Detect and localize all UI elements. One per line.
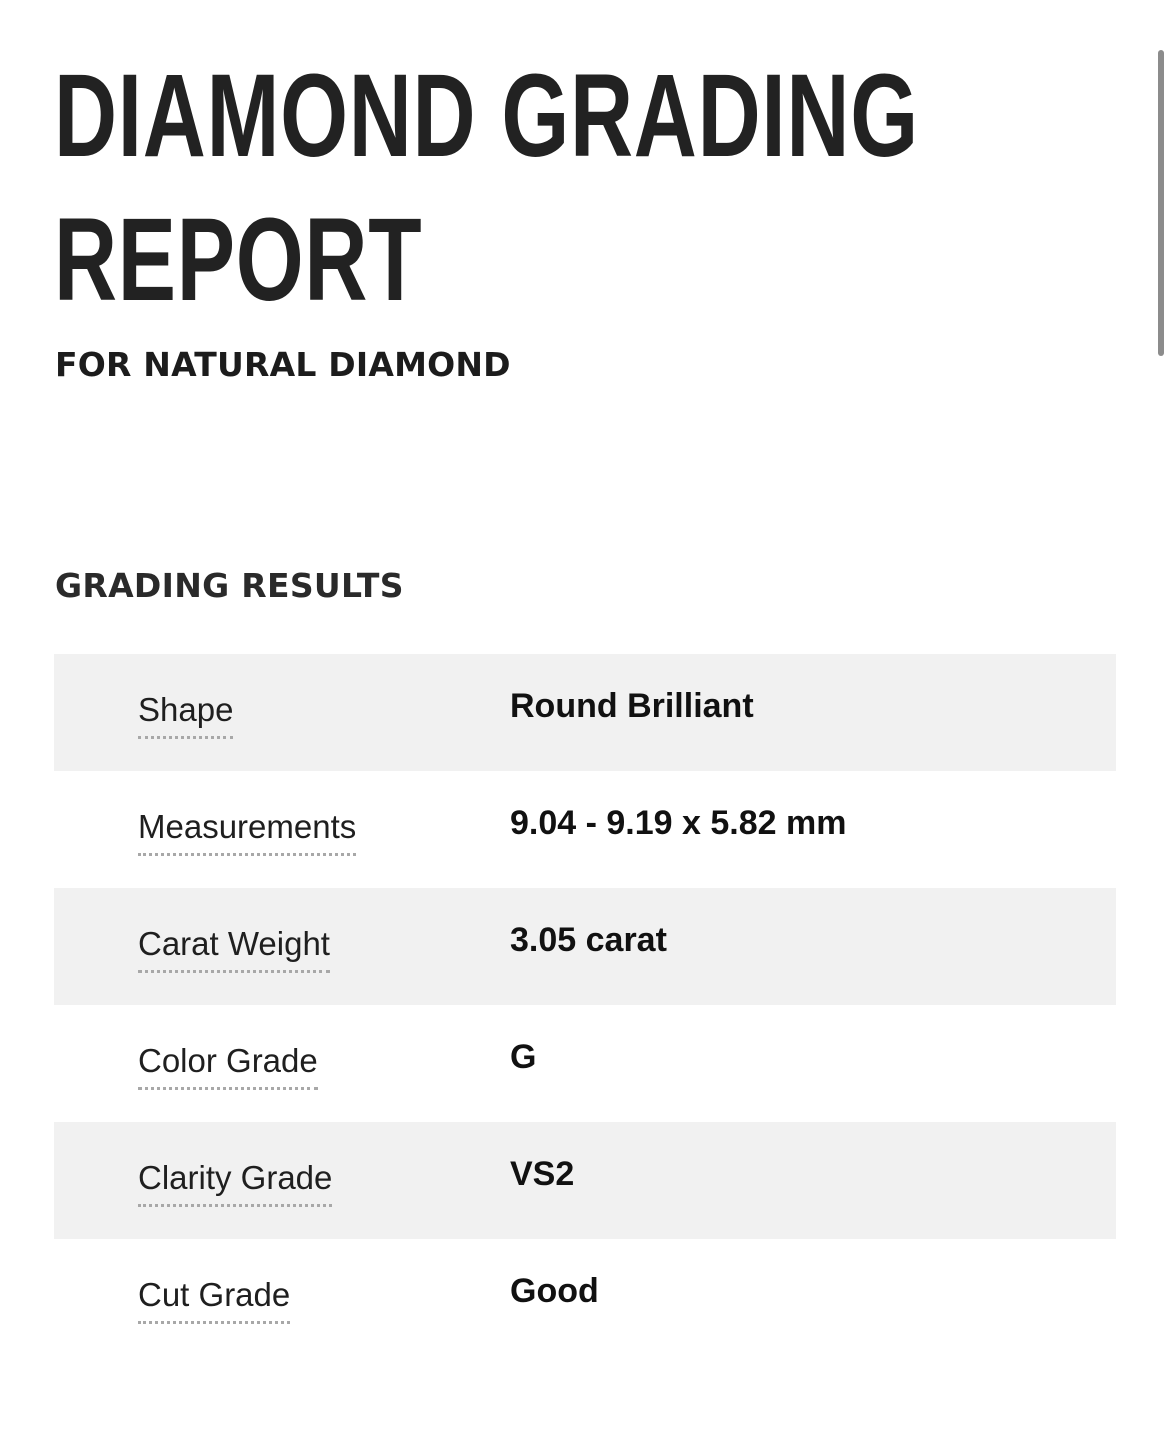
color-grade-label[interactable]: Color Grade: [138, 1039, 318, 1090]
grading-results-heading: GRADING RESULTS: [55, 566, 404, 605]
clarity-grade-value: VS2: [510, 1155, 575, 1193]
report-title-line-1: DIAMOND GRADING: [54, 50, 919, 182]
measurements-value: 9.04 - 9.19 x 5.82 mm: [510, 804, 847, 842]
report-subtitle: FOR NATURAL DIAMOND: [55, 345, 511, 384]
result-row-cut-grade: [54, 1239, 1116, 1356]
report-title-line-2: REPORT: [54, 194, 423, 326]
result-row-carat-weight: [54, 888, 1116, 1005]
cut-grade-label[interactable]: Cut Grade: [138, 1273, 290, 1324]
cut-grade-value: Good: [510, 1272, 599, 1310]
grading-results-table: [54, 654, 1116, 1356]
result-row-color-grade: [54, 1005, 1116, 1122]
vertical-scrollbar[interactable]: [1156, 50, 1166, 356]
shape-label[interactable]: Shape: [138, 688, 233, 739]
result-row-shape: [54, 654, 1116, 771]
clarity-grade-label[interactable]: Clarity Grade: [138, 1156, 332, 1207]
result-row-measurements: [54, 771, 1116, 888]
carat-weight-value: 3.05 carat: [510, 921, 667, 959]
color-grade-value: G: [510, 1038, 537, 1076]
result-row-clarity-grade: [54, 1122, 1116, 1239]
shape-value: Round Brilliant: [510, 687, 754, 725]
measurements-label[interactable]: Measurements: [138, 805, 356, 856]
report-title: [54, 44, 919, 332]
carat-weight-label[interactable]: Carat Weight: [138, 922, 330, 973]
scrollbar-thumb[interactable]: [1158, 50, 1164, 356]
